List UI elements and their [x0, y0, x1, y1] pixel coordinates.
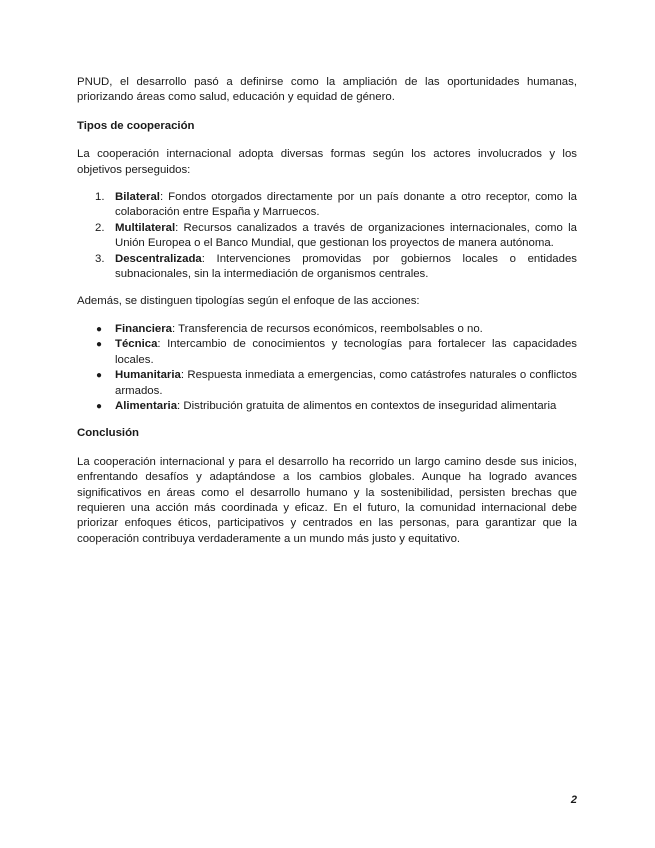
list-number: 3.	[95, 252, 105, 265]
bullet-icon: ●	[96, 323, 103, 335]
list-term: Alimentaria	[115, 399, 178, 412]
list-item	[77, 399, 577, 414]
list-text: : Transferencia de recursos económicos, reembolsables o no.	[171, 322, 483, 335]
list-number: 2.	[95, 221, 105, 234]
list-item	[77, 368, 577, 399]
list-text: : Fondos otorgados directamente por un país donante a otro receptor, como la colaboración entre España y Marruecos.	[115, 191, 577, 219]
numbered-list	[77, 190, 577, 282]
bullet-icon: ●	[96, 339, 103, 351]
document-page	[77, 75, 577, 547]
intro-paragraph: PNUD, el desarrollo pasó a definirse como la ampliación de las oportunidades humanas, priorizando áreas como salud, educación y equidad de género.	[77, 76, 577, 104]
list-item	[77, 190, 577, 221]
list-number: 1.	[95, 191, 105, 204]
list-item	[77, 322, 577, 337]
list-term: Bilateral	[115, 191, 160, 204]
bullet-icon: ●	[96, 370, 103, 382]
list-term: Humanitaria	[115, 369, 181, 382]
list-term: Técnica	[115, 338, 158, 351]
list-term: Financiera	[115, 322, 172, 335]
section-lead-paragraph: La cooperación internacional adopta diversas formas según los actores involucrados y los objetivos perseguidos:	[77, 148, 577, 176]
list-term: Multilateral	[115, 221, 176, 234]
list-item	[77, 221, 577, 252]
page-number: 2	[570, 794, 577, 806]
section-second-lead-paragraph: Además, se distinguen tipologías según el enfoque de las acciones:	[77, 295, 420, 308]
list-item	[77, 337, 577, 368]
list-item	[77, 252, 577, 283]
list-term: Descentralizada	[115, 252, 202, 265]
bullet-icon: ●	[96, 400, 103, 412]
list-text: : Distribución gratuita de alimentos en contextos de inseguridad alimentaria	[177, 399, 557, 412]
conclusion-paragraph: La cooperación internacional y para el desarrollo ha recorrido un largo camino desde sus inicios, enfrentando desafíos y adaptándose a los cambios globales. Aunque ha logrado avances significativos en áreas como el desarrollo humano y la sostenibilidad, persisten brechas que requieren una acción más coordinada y eficaz. En el futuro, la comunidad internacional debe priorizar enfoques éticos, participativos y centrados en las personas, para garantizar que la cooperación contribuya verdaderamente a un mundo más justo y equitativo.	[77, 455, 577, 545]
list-text: : Intervenciones promovidas por gobiernos locales o entidades subnacionales, sin la intermediación de organismos centrales.	[115, 252, 577, 281]
bullet-list	[77, 322, 577, 414]
section-heading-tipos: Tipos de cooperación	[77, 119, 195, 132]
section-heading-conclusion: Conclusión	[77, 427, 140, 440]
list-text: : Recursos canalizados a través de organizaciones internacionales, como la Unión Europea o el Banco Mundial, que gestionan los proyectos de manera autónoma.	[115, 221, 577, 250]
list-text: : Intercambio de conocimientos y tecnologías para fortalecer las capacidades locales.	[115, 338, 577, 366]
list-text: : Respuesta inmediata a emergencias, como catástrofes naturales o conflictos armados.	[115, 369, 577, 397]
